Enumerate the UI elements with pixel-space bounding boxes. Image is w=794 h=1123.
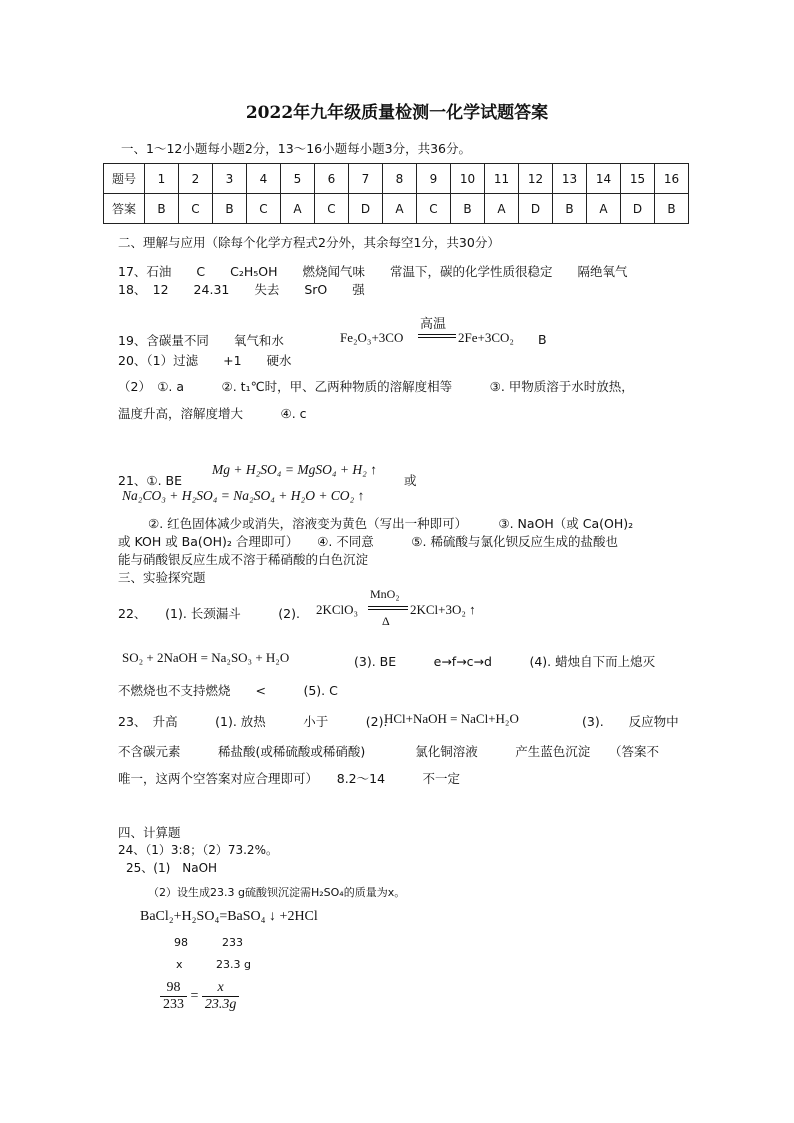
equation-19-right: 2Fe+3CO₂: [458, 330, 514, 345]
fraction-left: [160, 980, 187, 1013]
answer-23-line2: 不含碳元素 稀盐酸(或稀硫酸或稀硝酸) 氯化铜溶液 产生蓝色沉淀 （答案不: [118, 744, 660, 759]
equation-21-or: 或: [404, 473, 417, 488]
answer-18: 18、 12 24.31 失去 SrO 强: [118, 282, 365, 297]
table-cell: A: [281, 194, 315, 224]
answer-20-1: 20、（1）过滤 +1 硬水: [118, 353, 292, 368]
equation-22-2: SO₂ + 2NaOH = Na₂SO₃ + H₂O: [122, 650, 290, 665]
table-cell: 3: [213, 164, 247, 194]
table-cell: 7: [349, 164, 383, 194]
table-cell: 14: [587, 164, 621, 194]
table-cell: 11: [485, 164, 519, 194]
answer-20-2a: （2） ①. a ②. t₁℃时，甲、乙两种物质的溶解度相等 ③. 甲物质溶于水时放热，: [118, 379, 634, 394]
answer-19-suffix: B: [538, 332, 547, 347]
answer-25-2: （2）设生成23.3 g硫酸钡沉淀需H₂SO₄的质量为x。: [148, 886, 406, 899]
table-cell: 15: [621, 164, 655, 194]
table-cell: A: [485, 194, 519, 224]
answer-table: [103, 163, 689, 224]
table-cell: 10: [451, 164, 485, 194]
equation-19-double-line: [418, 334, 456, 338]
answer-19-prefix: 19、含碳量不同 氧气和水: [118, 333, 284, 348]
table-cell: B: [145, 194, 179, 224]
mass-baso4: 23.3 g: [216, 958, 251, 971]
section1-heading: 一、1～12小题每小题2分，13～16小题每小题3分，共36分。: [121, 141, 471, 156]
table-cell: B: [213, 194, 247, 224]
fraction-right: [202, 980, 240, 1013]
answer-23-line1a: 23、 升高 (1). 放热 小于 (2).: [118, 714, 388, 729]
table-cell: D: [621, 194, 655, 224]
fraction-left-numerator: 98: [160, 980, 187, 997]
table-cell: C: [315, 194, 349, 224]
page-title: 2022年九年级质量检测一化学试题答案: [245, 103, 549, 123]
table-cell: A: [383, 194, 417, 224]
table-cell: C: [417, 194, 451, 224]
answer-20-2b: 温度升高，溶解度增大 ④. c: [118, 406, 307, 421]
proportion-equation: [160, 980, 239, 1013]
equation-22-double-line: [368, 606, 408, 610]
fraction-right-numerator: x: [202, 980, 240, 997]
table-cell: 2: [179, 164, 213, 194]
table-cell: A: [587, 194, 621, 224]
table-cell: 13: [553, 164, 587, 194]
table-cell: 16: [655, 164, 689, 194]
table-cell: 9: [417, 164, 451, 194]
answer-21-prefix: 21、①. BE: [118, 473, 183, 488]
table-cell: C: [179, 194, 213, 224]
molar-mass-h2so4: 98: [174, 936, 188, 949]
row-label-number: 题号: [104, 164, 145, 194]
answer-21-line1: ②. 红色固体减少或消失，溶液变为黄色（写出一种即可） ③. NaOH（或 Ca(OH)₂: [148, 516, 634, 531]
equation-23: HCl+NaOH = NaCl+H₂O: [384, 711, 519, 726]
equation-19-condition: 高温: [420, 317, 447, 332]
table-cell: 5: [281, 164, 315, 194]
answer-17: 17、石油 C C₂H₅OH 燃烧闻气味 常温下，碳的化学性质很稳定 隔绝氧气: [118, 264, 628, 279]
equation-25: BaCl₂+H₂SO₄=BaSO₄ ↓ +2HCl: [140, 909, 318, 924]
table-cell: D: [349, 194, 383, 224]
answer-24: 24、（1）3:8；（2）73.2%。: [118, 843, 278, 857]
section2-heading: 二、理解与应用（除每个化学方程式2分外，其余每空1分，共30分）: [118, 235, 500, 250]
table-cell: 6: [315, 164, 349, 194]
answer-21-line3: 能与硝酸银反应生成不溶于稀硝酸的白色沉淀: [118, 552, 369, 567]
equation-22-heat: Δ: [382, 614, 390, 628]
table-cell: B: [655, 194, 689, 224]
answer-23-line1b: (3). 反应物中: [582, 714, 679, 729]
table-cell: C: [247, 194, 281, 224]
table-row-answers: [104, 194, 689, 224]
equation-19-left: Fe₂O₃+3CO: [340, 330, 404, 345]
answer-23-line3: 唯一，这两个空答案对应合理即可） 8.2～14 不一定: [118, 771, 461, 786]
table-cell: 1: [145, 164, 179, 194]
answer-21-line2: 或 KOH 或 Ba(OH)₂ 合理即可） ④. 不同意 ⑤. 稀硫酸与氯化钡反应生成的盐酸也: [118, 534, 618, 549]
table-cell: 12: [519, 164, 553, 194]
table-cell: 4: [247, 164, 281, 194]
row-label-answer: 答案: [104, 194, 145, 224]
equation-22-catalyst: MnO₂: [370, 587, 400, 601]
answer-25-1: 25、(1) NaOH: [126, 861, 218, 875]
equation-21-2: Na₂CO₃ + H₂SO₄ = Na₂SO₄ + H₂O + CO₂ ↑: [122, 488, 365, 503]
equation-22-left: 2KClO₃: [316, 602, 359, 617]
answer-22-line2: (3). BE e→f→c→d (4). 蜡烛自下而上熄灭: [354, 654, 656, 669]
table-cell: B: [553, 194, 587, 224]
fraction-equals: =: [190, 988, 199, 1004]
answer-22-line3: 不燃烧也不支持燃烧 < (5). C: [118, 683, 338, 698]
unknown-x: x: [176, 958, 183, 971]
table-cell: 8: [383, 164, 417, 194]
equation-21-1: Mg + H₂SO₄ = MgSO₄ + H₂ ↑: [212, 462, 377, 477]
fraction-left-denominator: 233: [163, 997, 184, 1012]
equation-22-right: 2KCl+3O₂ ↑: [410, 602, 476, 617]
table-row-numbers: [104, 164, 689, 194]
molar-mass-baso4: 233: [222, 936, 243, 949]
answer-22-prefix: 22、 (1). 长颈漏斗 (2).: [118, 606, 300, 621]
section4-heading: 四、计算题: [118, 825, 181, 840]
table-cell: B: [451, 194, 485, 224]
table-cell: D: [519, 194, 553, 224]
section3-heading: 三、实验探究题: [118, 570, 206, 585]
fraction-right-denominator: 23.3g: [204, 997, 237, 1012]
